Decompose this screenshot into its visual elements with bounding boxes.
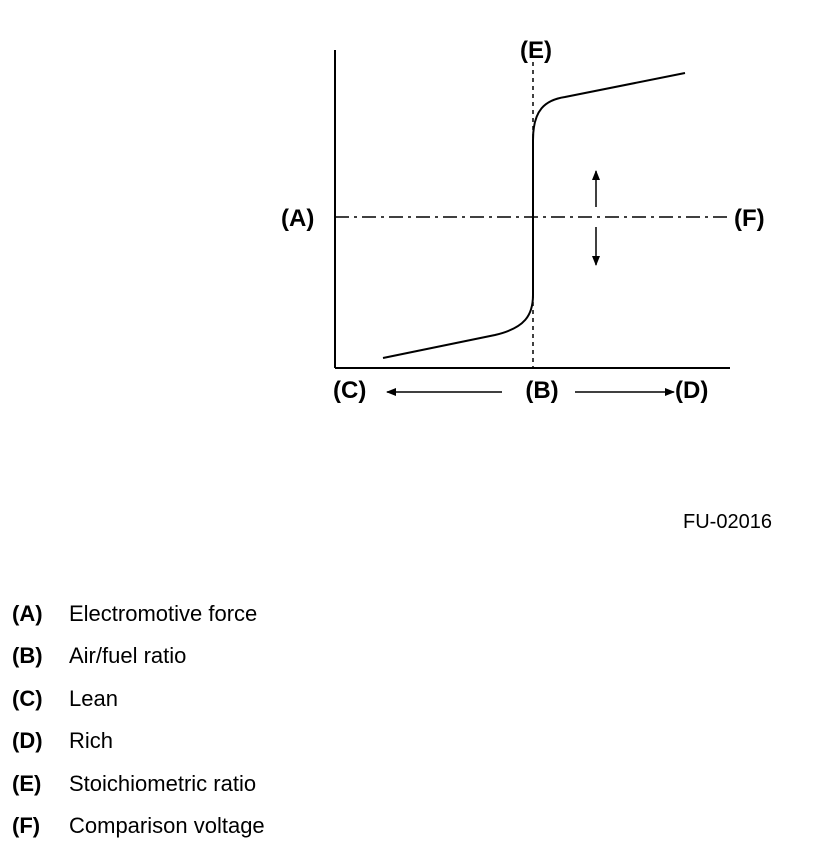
figure-code: FU-02016 xyxy=(683,511,772,533)
legend-text: Stoichiometric ratio xyxy=(69,770,257,796)
legend-key: (B) xyxy=(12,643,43,669)
legend-key: (A) xyxy=(12,601,43,626)
legend-text: Rich xyxy=(69,728,114,754)
label-e: (E) xyxy=(520,37,552,64)
legend-key: (F) xyxy=(12,812,41,838)
legend-text: Air/fuel ratio xyxy=(69,643,187,669)
legend-key: (E) xyxy=(12,770,42,796)
label-a: (A) xyxy=(281,205,315,232)
sensor-output-curve xyxy=(383,73,685,358)
legend-text: Electromotive force xyxy=(69,601,258,626)
label-c: (C) xyxy=(333,377,367,404)
label-f: (F) xyxy=(734,205,765,232)
legend-key: (C) xyxy=(12,685,43,711)
label-b: (B) xyxy=(525,377,559,404)
label-d: (D) xyxy=(675,377,709,404)
legend-key: (D) xyxy=(12,728,43,754)
legend-text: Comparison voltage xyxy=(69,812,265,838)
legend-text: Lean xyxy=(69,685,118,711)
